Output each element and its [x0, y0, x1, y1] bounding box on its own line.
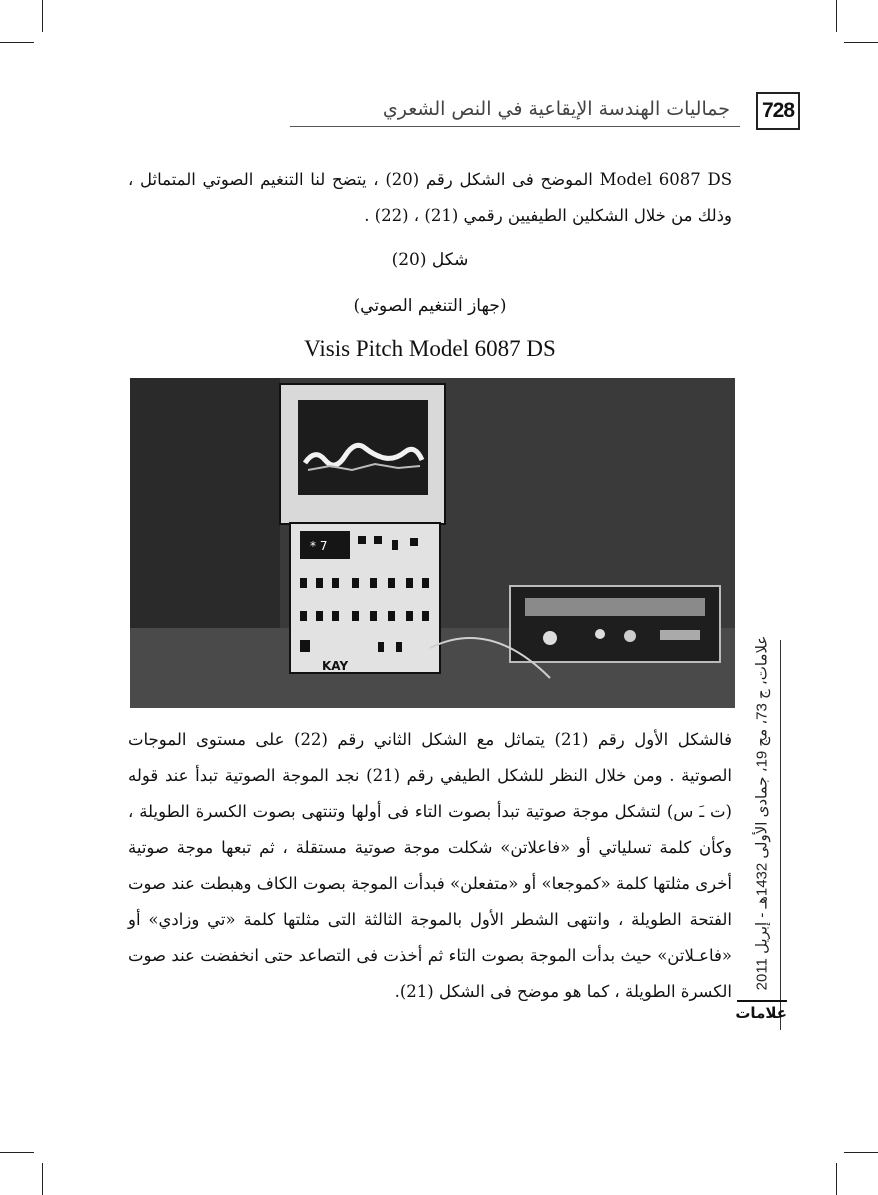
journal-logo: علامات: [737, 1000, 787, 1022]
page-header: [290, 92, 800, 136]
figure-model-name: Visis Pitch Model 6087 DS: [304, 336, 556, 361]
crop-mark-bottom-right: [836, 1163, 837, 1195]
device-photo: [130, 378, 735, 708]
running-title: جماليات الهندسة الإيقاعية في النص الشعري: [382, 98, 730, 120]
journal-info-vertical: [741, 635, 781, 990]
crop-mark-top-right: [836, 0, 837, 32]
figure-subtitle: (جهاز التنغيم الصوتي): [353, 296, 507, 316]
svg-text:* 7: * 7: [310, 539, 328, 553]
crop-mark-bottom-left-h: [0, 1152, 34, 1153]
journal-info-text: علامات، ج 73، مج 19، جمادى الأولى 1432هـ - إبريل 2011: [753, 635, 770, 990]
device-photo-drawing: [130, 378, 735, 708]
analysis-paragraph: فالشكل الأول رقم (21) يتماثل مع الشكل الثاني رقم (22) على مستوى الموجات الصوتية . ومن خلال النظر للشكل الطيفي رقم (21) نجد الموجة الصوتية تبدأ عند قوله (ت ـَ س) لتشكل موجة صوتية تبدأ بصوت التاء فى أولها وتنتهى بصوت الكسرة الطويلة ، وكأن كلمة تسلياتي أو «فاعلاتن» شكلت موجة صوتية مستقلة ، ثم تبعها موجة صوتية أخرى مثلتها كلمة «كموجعا» أو «متفعلن» فبدأت الموجة بصوت الكاف وهبطت عند صوت الفتحة الطويلة ، وانتهى الشطر الأول بالموجة الثالثة التى مثلتها كلمة «تي وزادي» أو «فاعـلاتن» حيث بدأت الموجة بصوت التاء ثم أخذت فى التصاعد حتى انخفضت عند صوت الكسرة الطويلة ، كما هو موضح فى الشكل (21).: [128, 730, 733, 1001]
page-number: 728: [756, 92, 800, 130]
crop-mark-top-left: [42, 0, 43, 32]
crop-mark-top-left-h: [0, 42, 34, 43]
header-rule: [290, 126, 740, 127]
crop-mark-bottom-left: [42, 1163, 43, 1195]
crop-mark-top-right-h: [844, 42, 878, 43]
margin-rule: [780, 640, 781, 1030]
device-brand-label: KAY: [322, 659, 349, 673]
crop-mark-bottom-right-h: [844, 1152, 878, 1153]
intro-paragraph: Model 6087 DS الموضح فى الشكل رقم (20) ، يتضح لنا التنغيم الصوتي المتماثل ، وذلك من خلال الشكلين الطيفيين رقمي (21) ، (22) .: [128, 170, 732, 225]
figure-label: شكل (20): [391, 250, 469, 270]
